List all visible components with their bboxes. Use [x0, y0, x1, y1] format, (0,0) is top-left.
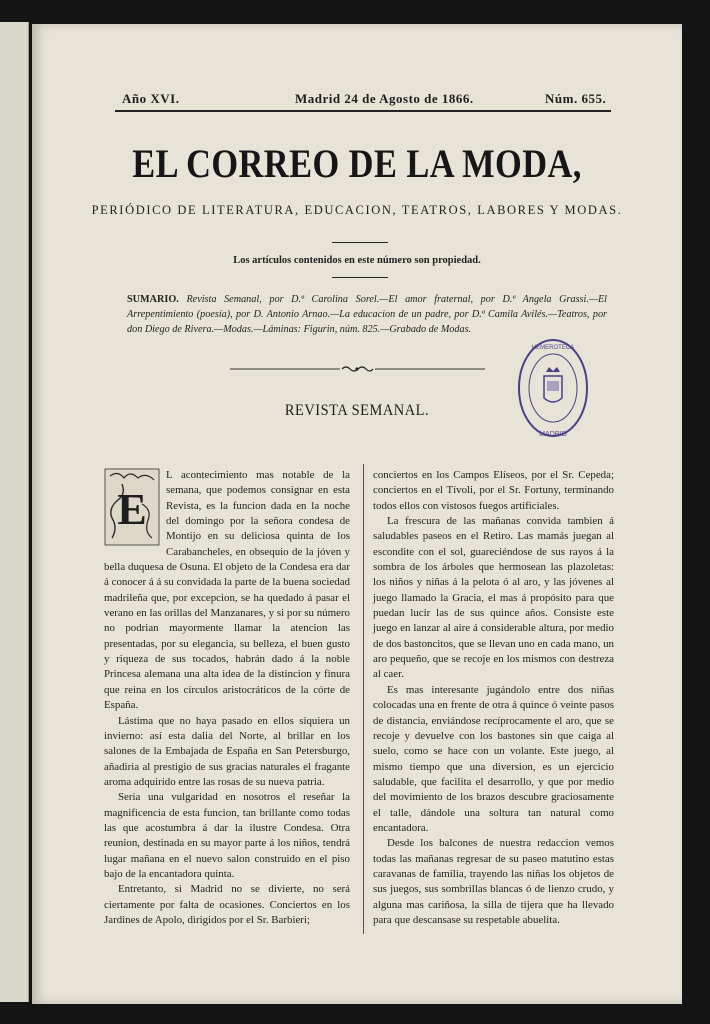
- masthead-subtitle: PERIÓDICO DE LITERATURA, EDUCACION, TEATROS, LABORES Y MODAS.: [91, 203, 623, 217]
- svg-text:MADRID: MADRID: [539, 431, 567, 438]
- paragraph: Lástima que no haya pasado en ellos siquiera un invierno: así esta dalia del Norte, al brillar en los salones de la Embajada de España en San Petersburgo, añadiria al prestigio de sus gracias naturales el fragante aroma adquirido entre las rosas de su nueva patria.: [104, 714, 350, 788]
- ornamental-divider: [230, 364, 485, 374]
- header-year: Año XVI.: [122, 91, 180, 106]
- property-notice: Los artículos contenidos en este número son propiedad.: [233, 255, 481, 266]
- short-rule-bottom: [332, 277, 388, 278]
- paragraph: conciertos en los Campos Elíseos, por el Sr. Cepeda; conciertos en el Tívoli, por el Sr. Fortuny, terminando todos ellos con vistosos fuegos artificiales.: [373, 469, 614, 512]
- masthead-title: EL CORREO DE LA MODA,: [132, 141, 582, 186]
- summary-text: Revista Semanal, por D.ª Carolina Sorel.—El amor fraternal, por D.ª Angela Grassi.—El Arrepentimiento (poesía), por D. Antonio Arnao.—La educacion de un padre, por D.ª Camila Avilés.—Teatros, por don Diego de Rivera.—Modas.—Láminas: Figurin, núm. 825.—Grabado de Modas.: [127, 294, 607, 335]
- paragraph: Entretanto, si Madrid no se divierte, no será ciertamente por falta de ocasiones. Conciertos en los Jardines de Apolo, dirigidos por el Sr. Barbieri;: [104, 883, 350, 926]
- paragraph: Desde los balcones de nuestra redaccion vemos todas las mañanas regresar de su paseo matutino estas caravanas de familia, trayendo las niñas los objetos de sus juegos, sus sombrillas blancas ó de lienzo crudo, y alguna mas cariñosa, la silla de tijera que ha llevado para que descansase su respetable abuelita.: [373, 837, 614, 926]
- paragraph: Es mas interesante jugándolo entre dos niñas colocadas una en frente de otra á quince ó veinte pasos de distancia, enviándose recíprocamente el aro, que se recoje y devuelve con los bastones sin que caiga al suelo, como se hace con un volante. Este juego, al mismo tiempo que una diversion, es un ejercicio saludable, que facilita el desarrollo, y que por medio del movimiento de los brazos descubre graciosamente el talle, dándole una soltura tan natural como encantadora.: [373, 683, 614, 834]
- header-date: Madrid 24 de Agosto de 1866.: [295, 91, 474, 106]
- summary-label: SUMARIO.: [127, 294, 179, 305]
- previous-page-edge: [0, 22, 29, 1002]
- svg-text:HEMEROTECA: HEMEROTECA: [531, 345, 575, 351]
- section-title: REVISTA SEMANAL.: [284, 402, 430, 419]
- header-rule: [115, 110, 611, 112]
- dropcap-letter: E: [117, 485, 147, 534]
- article-column-right: [373, 468, 614, 928]
- article-column-left: [104, 468, 350, 928]
- illuminated-initial: [104, 468, 160, 546]
- paragraph: Seria una vulgaridad en nosotros el reseñar la magnificencia de esta funcion, tan brillante como todas las que acostumbra á dar la ilustre Condesa. Otra reunion, destinada en su mayor parte á los niños, tendrá lugar mañana en el nuevo salon construido en el piso bajo de la encantadora quinta.: [104, 791, 350, 880]
- library-stamp: [516, 336, 590, 446]
- short-rule-top: [332, 242, 388, 243]
- summary-block: [127, 292, 607, 337]
- newspaper-page: [32, 24, 682, 1004]
- paragraph: La frescura de las mañanas convida tambien á saludables paseos en el Retiro. Las mamás juegan al escondite con el sol, guareciéndose de sus rayos á la sombra de los árboles que hermosean las plazoletas: los niños y niñas á la pelota ó al aro, y las jóvenes al juego llamado la Gracia, el mas á propósito para que puedan lucir las de sus quince años. Consiste este juego en lanzar al aire á considerable altura, por medio de dos bastoncitos, que se llevan uno en cada mano, un aro pequeño, que se recoje en los mismos con destreza al caer.: [373, 515, 614, 681]
- column-divider: [363, 464, 364, 934]
- header-number: Núm. 655.: [545, 91, 607, 106]
- paragraph: L acontecimiento mas notable de la semana, que podemos consignar en esta Revista, es la funcion dada en la noche del domingo por la señora condesa de Montijo en su deliciosa quinta de los Carabancheles, en obsequio de la jóven y bella duquesa de Osuna. El objeto de la Condesa era dar á conocer á á su convidada la parte de la buena sociedad madrileña que, por excepcion, se ha quedado á pasar el verano en las orillas del Manzanares, y si por su número no podrian mayormente llamar la atencion las presentadas, por su elegancia, su belleza, el buen gusto y riqueza de sus tocados, habrán dado á la noble Princesa alemana una alta idea de la distincion y finura que reina en los círculos aristocráticos de la córte de España.: [104, 469, 350, 712]
